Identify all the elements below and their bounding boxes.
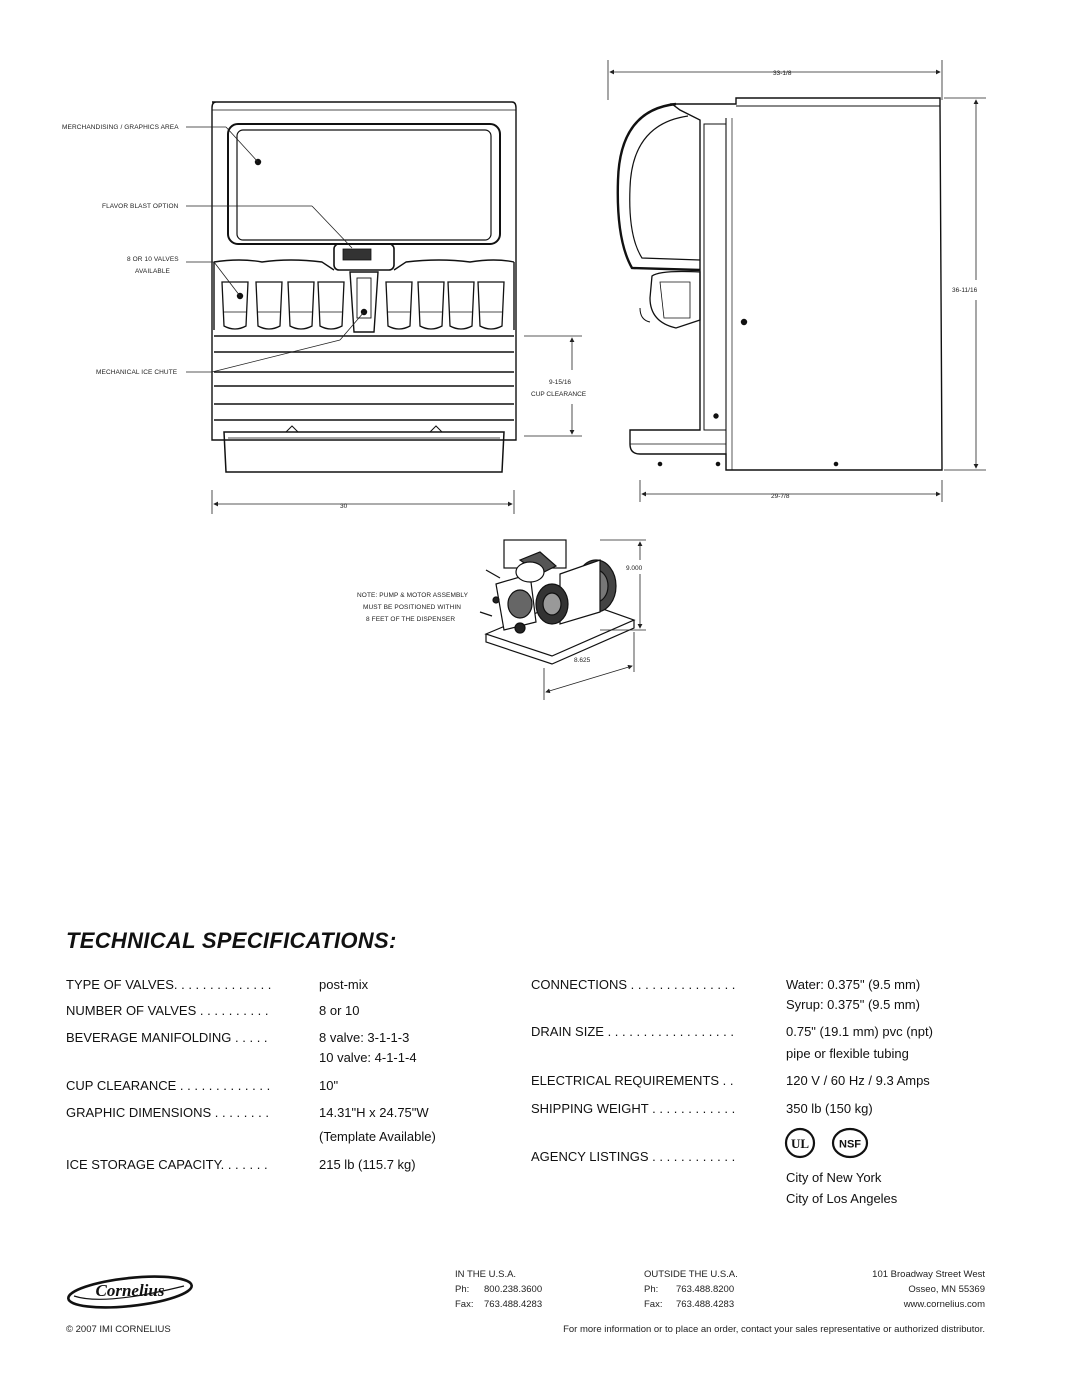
copyright: © 2007 IMI CORNELIUS [66,1324,171,1335]
intl-fax-label: Fax: [644,1299,663,1310]
spec-value-drain-size: 0.75" (19.1 mm) pvc (npt) [786,1024,933,1039]
front-view-drawing [212,102,516,472]
spec-value-graphic-template: (Template Available) [319,1129,436,1144]
dim-pump-width: 8.625 [574,657,591,664]
callout-ice-chute: MECHANICAL ICE CHUTE [96,369,178,376]
dim-side-bottom: 29-7/8 [771,493,790,500]
spec-label-connections: CONNECTIONS . . . . . . . . . . . . . . . [531,977,736,992]
nsf-logo-icon [831,1127,869,1159]
page-title: TECHNICAL SPECIFICATIONS: [66,928,397,953]
spec-value-cup-clearance: 10" [319,1078,339,1093]
website-link[interactable]: www.cornelius.com [903,1299,985,1310]
intl-phone: 763.488.8200 [676,1284,735,1295]
spec-label-number-of-valves: NUMBER OF VALVES . . . . . . . . . . [66,1003,269,1018]
pump-motor-drawing [480,540,634,664]
spec-label-ice-storage: ICE STORAGE CAPACITY. . . . . . . [66,1157,268,1172]
dim-cup-clearance-value: 9-15/16 [549,379,572,386]
spec-label-type-of-valves: TYPE OF VALVES. . . . . . . . . . . . . . [66,977,272,992]
spec-value-ice-storage: 215 lb (115.7 kg) [319,1157,416,1172]
spec-label-agency-listings: AGENCY LISTINGS . . . . . . . . . . . . [531,1149,736,1164]
spec-label-shipping-weight: SHIPPING WEIGHT . . . . . . . . . . . . [531,1101,736,1116]
spec-label-electrical: ELECTRICAL REQUIREMENTS . . [531,1073,734,1088]
spec-value-electrical: 120 V / 60 Hz / 9.3 Amps [786,1073,930,1088]
callout-graphics-area: MERCHANDISING / GRAPHICS AREA [62,124,179,131]
callout-valves-line2: AVAILABLE [135,268,170,275]
spec-value-drain-tubing: pipe or flexible tubing [786,1046,909,1061]
side-view-drawing [618,98,942,470]
dim-side-top: 33-1/8 [773,70,792,77]
pump-note-line3: 8 FEET OF THE DISPENSER [366,616,456,623]
contact-note: For more information or to place an order, contact your sales representative or authorized distributor. [563,1324,985,1335]
dim-cup-clearance-label: CUP CLEARANCE [531,391,587,398]
spec-value-agency-la: City of Los Angeles [786,1191,898,1206]
spec-value-type-of-valves: post-mix [319,977,369,992]
callout-valves-line1: 8 OR 10 VALVES [127,256,179,263]
address-line1: 101 Broadway Street West [872,1269,985,1280]
dim-pump-height: 9.000 [626,565,643,572]
spec-value-connections-water: Water: 0.375" (9.5 mm) [786,977,921,992]
cornelius-logo [64,1272,196,1312]
svg-text:Cornelius: Cornelius [95,1281,165,1300]
usa-fax-label: Fax: [455,1299,474,1310]
pump-note-line1: NOTE: PUMP & MOTOR ASSEMBLY [357,592,469,599]
spec-value-graphic-dimensions: 14.31"H x 24.75"W [319,1105,429,1120]
intl-heading: OUTSIDE THE U.S.A. [644,1269,738,1280]
ul-logo-icon [784,1127,816,1159]
intl-phone-label: Ph: [644,1284,659,1295]
address-line2: Osseo, MN 55369 [908,1284,985,1295]
spec-label-graphic-dimensions: GRAPHIC DIMENSIONS . . . . . . . . [66,1105,269,1120]
spec-value-shipping-weight: 350 lb (150 kg) [786,1101,873,1116]
svg-text:NSF: NSF [839,1138,861,1151]
dim-front-width: 30 [340,503,348,510]
intl-fax: 763.488.4283 [676,1299,735,1310]
spec-value-connections-syrup: Syrup: 0.375" (9.5 mm) [786,997,920,1012]
spec-value-manifolding-10: 10 valve: 4-1-1-4 [319,1050,417,1065]
spec-value-agency-nyc: City of New York [786,1170,882,1185]
spec-label-drain-size: DRAIN SIZE . . . . . . . . . . . . . . . . . . [531,1024,734,1039]
usa-phone: 800.238.3600 [484,1284,543,1295]
pump-note-line2: MUST BE POSITIONED WITHIN [363,604,462,611]
svg-text:UL: UL [790,1136,810,1151]
spec-value-manifolding-8: 8 valve: 3-1-1-3 [319,1030,410,1045]
spec-label-beverage-manifolding: BEVERAGE MANIFOLDING . . . . . [66,1030,268,1045]
callout-flavor-blast: FLAVOR BLAST OPTION [102,203,179,210]
spec-label-cup-clearance: CUP CLEARANCE . . . . . . . . . . . . . [66,1078,271,1093]
dim-side-height: 36-11/16 [952,287,978,294]
usa-fax: 763.488.4283 [484,1299,543,1310]
usa-heading: IN THE U.S.A. [455,1269,517,1280]
usa-phone-label: Ph: [455,1284,470,1295]
spec-value-number-of-valves: 8 or 10 [319,1003,360,1018]
